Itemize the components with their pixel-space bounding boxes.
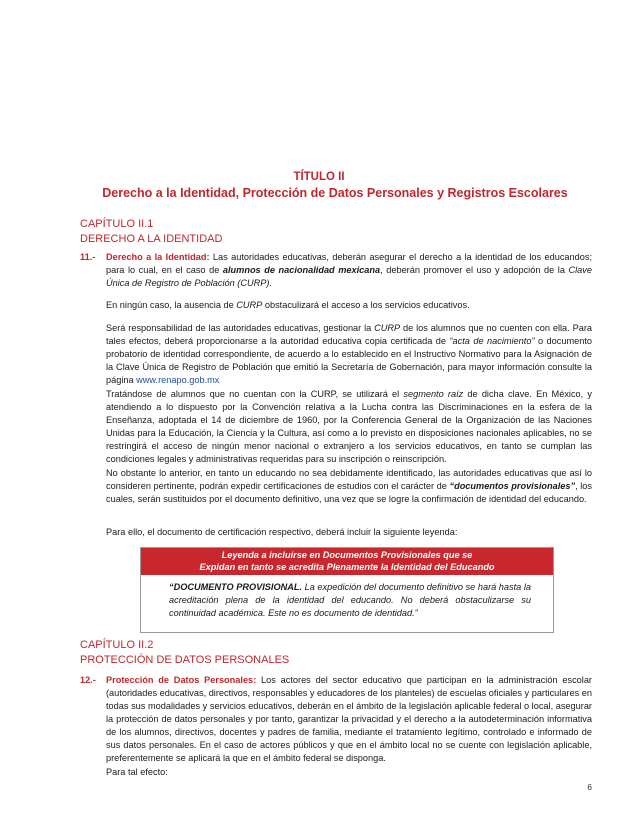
text-run: obstaculizará el acceso a los servicios educativos. [262, 300, 470, 310]
text-run: de los alumnos que no cuenten con ella. Para tales efectos, deberá proporcionarse a la autoridad educativa copia certificada de [106, 323, 592, 346]
section-11-paragraph-4 [106, 388, 592, 466]
text-run-italic: CURP [236, 300, 263, 310]
text-run-italic: CURP [374, 323, 401, 333]
legend-box-header [141, 548, 553, 575]
legend-body-text: La expedición del documento definitivo se hará hasta la acreditación plena de la identidad del educando. No deberá obstaculizarse su continuidad académica. Este no es documento de identidad.” [169, 582, 531, 618]
text-run: , deberán promover el uso y adopción de la [380, 265, 569, 275]
section-11-paragraph-2 [106, 299, 592, 312]
text-run: Las autoridades educativas, deberán asegurar el derecho a la identidad de los educandos; para lo cual, en el caso de [106, 252, 593, 275]
page-title: TÍTULO II [293, 171, 345, 183]
text-run: Será responsabilidad de las autoridades educativas, gestionar la [106, 323, 375, 333]
legend-header-line-2: Expidan en tanto se acredita Plenamente la Identidad del Educando [199, 562, 495, 572]
legend-body-bold: “DOCUMENTO PROVISIONAL. [169, 582, 303, 592]
section-12-paragraph-2: Para tal efecto: [106, 767, 168, 777]
text-run-italic: Clave Única de Registro de Población (CURP). [106, 265, 592, 288]
section-12-number: 12.- [80, 675, 96, 685]
section-11-paragraph-5 [106, 467, 592, 506]
text-run: de dicha clave. En México, y atendiendo a lo dispuesto por la Convención relativa a la Lucha contra las Discriminaciones en la esfera de la Enseñanza, adoptada el 14 de diciembre de 1960, por la Conferencia General de la Organización de las Naciones Unidas para la Educación, la Ciencia y la Cultura, así como a lo previsto en disposiciones nacionales aplicables, no se restringirá el acceso de ningún menor nacional o extranjero a los servicios educativos, en tanto se cumplan las condiciones legales y administrativas requeridas para su inscripción o reinscripción. [106, 389, 592, 464]
page-subtitle: Derecho a la Identidad, Protección de Datos Personales y Registros Escolares [102, 186, 568, 200]
chapter-2-heading [80, 638, 289, 668]
legend-box [140, 547, 554, 633]
legend-header-line-1: Leyenda a incluirse en Documentos Provisionales que se [221, 550, 473, 560]
text-run-italic: segmento raíz [403, 389, 464, 399]
text-run: En ningún caso, la ausencia de [106, 300, 237, 310]
section-12-paragraph-1 [106, 674, 592, 765]
text-run: o documento probatorio de identidad correspondiente, de acuerdo a lo establecido en el Instructivo Normativo para la Asignación de la Clave Única de Registro de Población que emitió la Secretaría de Gobernación, para mayor información consulte la página [106, 336, 592, 385]
text-run-bold: alumnos de nacionalidad mexicana [222, 265, 381, 275]
text-run: No obstante lo anterior, en tanto un educando no sea debidamente identificado, las autoridades educativas que así lo consideren pertinente, podrán expedir certificaciones de estudios con el carácter de [106, 468, 592, 491]
section-11-heading: Derecho a la Identidad: [106, 252, 210, 262]
section-11-paragraph-1 [106, 251, 592, 290]
chapter-1-name: DERECHO A LA IDENTIDAD [80, 233, 223, 245]
text-run-bold: “documentos provisionales” [449, 481, 576, 491]
chapter-1-heading [80, 217, 222, 247]
text-run-italic: “acta de nacimiento” [449, 336, 535, 346]
section-12-heading: Protección de Datos Personales: [106, 675, 257, 685]
chapter-2-name: PROTECCIÓN DE DATOS PERSONALES [80, 654, 290, 666]
text-run: , los cuales, serán sustituidos por el documento definitivo, una vez que se logre la confirmación de identidad del educando. [106, 481, 592, 504]
section-11-paragraph-3 [106, 322, 592, 387]
page-number: 6 [587, 782, 592, 792]
text-run: Los actores del sector educativo que participan en la administración escolar (autoridades educativas, directivos, responsables y educadores de los planteles) de escuelas oficiales y particulares en todas sus modalidades y servicios educativos, deberán en el ámbito de la legislación aplicable federal o local, asegurar la protección de datos personales y por tanto, garantizar la privacidad y el derecho a la autodeterminación informativa de los alumnos, directivos, docentes y padres de familia, mediante el tratamiento legítimo, controlado e informado de sus datos personales. En el caso de actores públicos y que en el ámbito local no se cuente con legislación aplicable, preferentemente se aplicará la que en el ámbito federal se disponga. [106, 675, 592, 763]
chapter-2-number: CAPÍTULO II.2 [80, 639, 154, 651]
chapter-1-number: CAPÍTULO II.1 [80, 218, 154, 230]
text-run: Tratándose de alumnos que no cuentan con la CURP, se utilizará el [106, 389, 404, 399]
section-11-paragraph-6: Para ello, el documento de certificación respectivo, deberá incluir la siguiente leyenda: [106, 527, 458, 537]
renapo-link[interactable]: www.renapo.gob.mx [136, 375, 220, 385]
section-11-number: 11.- [80, 252, 96, 262]
legend-box-body [169, 581, 531, 620]
